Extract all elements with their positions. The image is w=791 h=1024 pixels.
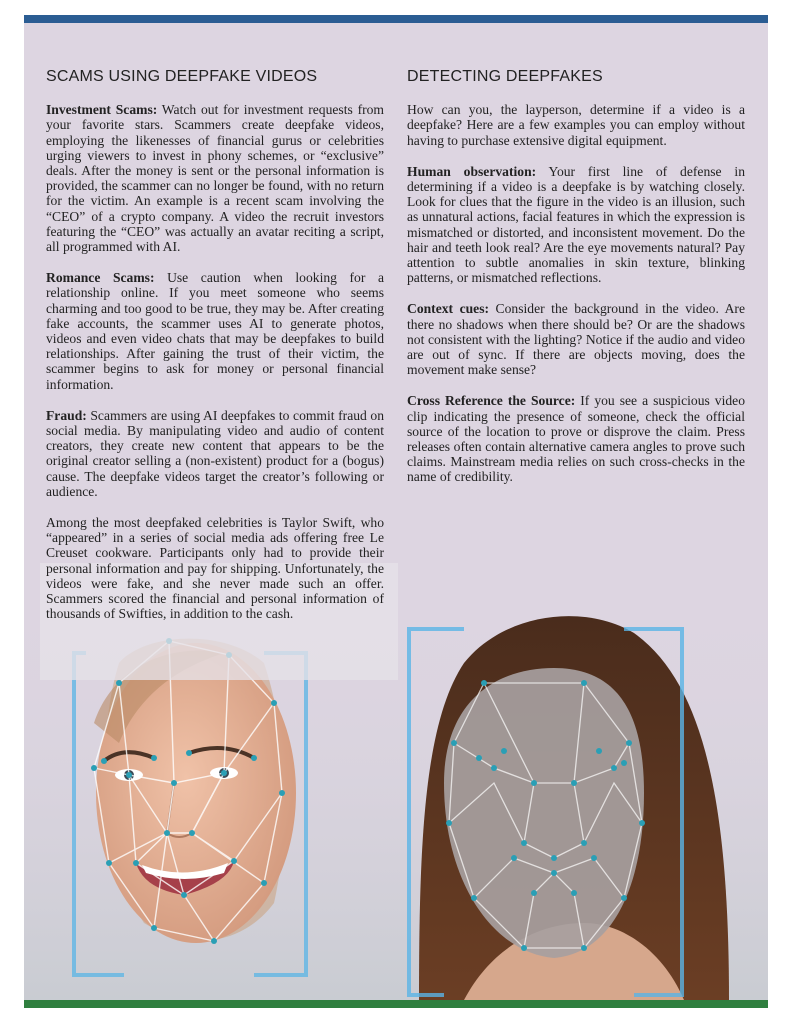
paragraph-lead: Cross Reference the Source:	[407, 393, 576, 409]
left-column	[46, 69, 384, 638]
paragraph-lead: Context cues:	[407, 301, 490, 317]
paragraph-text: Consider the background in the video. Are there no shadows when there should be? Or are the shadows not consistent with the lighting? Notice if the audio and video are out of sync. If there are objects moving, does the movement make sense?	[407, 301, 745, 378]
paragraph-text: Among the most deepfaked celebrities is Taylor Swift, who “appeared” in a series of social media ads offering free Le Creuset cookware. Participants only had to provide their personal information and pay for shipping. Unfortunately, the videos were fake, and she never made such an offer. Scammers scored the financial and personal information of thousands of Swifties, in addition to the cash.	[46, 515, 384, 622]
paragraph-lead: Human observation:	[407, 163, 537, 179]
paragraph-text: How can you, the layperson, determine if a video is a deepfake? Here are a few examples you can employ without having to purchase extensive digital equipment.	[407, 102, 745, 148]
paragraph-text: Scammers are using AI deepfakes to commit fraud on social media. By manipulating video and audio of content creators, they create new content that appears to be the original creator selling a (non-existent) product for a (bogus) cause. The deepfake videos target the creator’s following or audience.	[46, 407, 384, 499]
paragraph-text: Use caution when looking for a relationship online. If you meet someone who seems charming and too good to be true, they may be. After creating fake accounts, the scammer uses AI to generate photos, videos and even video chats that may be deepfakes to build relationships. After gaining the trust of their victim, the scammer begins to ask for money or personal financial information.	[46, 270, 384, 392]
paragraph-intro	[407, 102, 745, 148]
right-heading: DETECTING DEEPFAKES	[407, 68, 603, 85]
paragraph-cross-reference	[407, 393, 745, 484]
paragraph-human-observation	[407, 164, 745, 286]
top-accent-bar	[24, 15, 768, 23]
paragraph-text: If you see a suspicious video clip indicating the presence of someone, check the official source of the location to prove or disprove the claim. Press releases often contain alternative camera angles to prove such claims. Mainstream media relies on such cross-checks in the name of credibility.	[407, 393, 745, 485]
paragraph-text: Your first line of defense in determining if a video is a deepfake is by watching closely. Look for clues that the figure in the video is an illusion, such as unnatural actions, facial features in which the expression is mismatched or distorted, and inconsistent movement. Do the hair and teeth look real? Are the eye movements natural? Pay attention to subtle anomalies in skin texture, blinking patterns, or mismatched reflections.	[407, 163, 745, 286]
paragraph-text: Watch out for investment requests from your favorite stars. Scammers create deepfake videos, employing the likenesses of financial gurus or celebrities urging viewers to invest in phony schemes, or “exclusive” deals. After the money is sent or the personal information is provided, the scammer can no longer be found, with no return for the victim. An example is a recent scam involving the “CEO” of a crypto company. A video the recruit investors featuring the “CEO” was actually an avatar reciting a script, all programmed with AI.	[46, 102, 384, 255]
paragraph-lead: Fraud:	[46, 407, 87, 423]
page-panel	[24, 23, 768, 1000]
paragraph-taylor-swift	[46, 515, 384, 621]
paragraph-romance-scams	[46, 270, 384, 392]
paragraph-context-cues	[407, 301, 745, 377]
left-heading: SCAMS USING DEEPFAKE VIDEOS	[46, 68, 318, 85]
paragraph-investment-scams	[46, 102, 384, 254]
bottom-accent-bar	[24, 1000, 768, 1008]
paragraph-lead: Romance Scams:	[46, 270, 155, 286]
right-column	[407, 69, 745, 501]
paragraph-lead: Investment Scams:	[46, 102, 158, 118]
paragraph-fraud	[46, 408, 384, 499]
